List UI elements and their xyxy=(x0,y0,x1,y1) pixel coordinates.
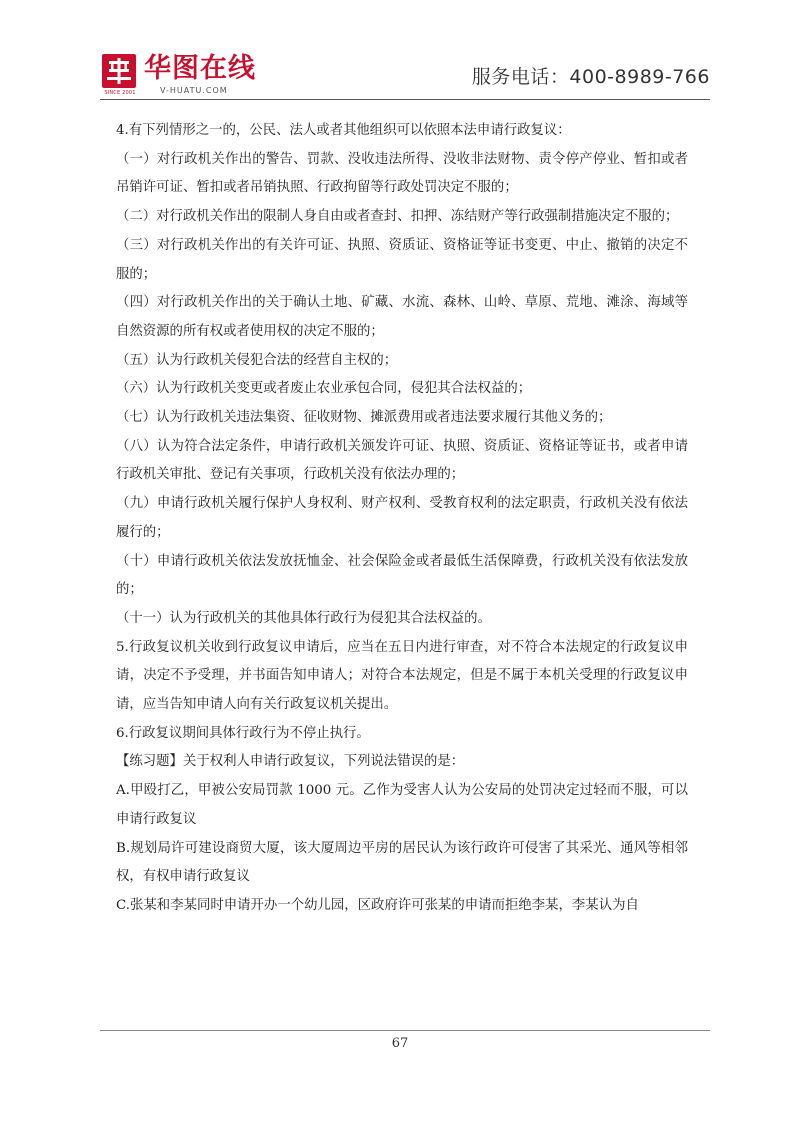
paragraph: （五）认为行政机关侵犯合法的经营自主权的； xyxy=(116,352,398,368)
paragraph: （十）申请行政机关依法发放抚恤金、社会保险金或者最低生活保障费，行政机关没有依法发放的； xyxy=(116,553,688,598)
huatu-logo-icon xyxy=(102,54,136,88)
paragraph: 6.行政复议期间具体行政行为不停止执行。 xyxy=(116,725,370,741)
option-b: B.规划局许可建设商贸大厦，该大厦周边平房的居民认为该行政许可侵害了其采光、通风等相邻权，有权申请行政复议 xyxy=(116,840,688,885)
footer-divider xyxy=(100,1030,710,1031)
document-body xyxy=(116,117,688,921)
paragraph: （六）认为行政机关变更或者废止农业承包合同，侵犯其合法权益的； xyxy=(116,381,532,397)
paragraph: （一）对行政机关作出的警告、罚款、没收违法所得、没收非法财物、责令停产停业、暂扣或者吊销许可证、暂扣或者吊销执照、行政拘留等行政处罚决定不服的； xyxy=(116,151,688,196)
paragraph: （八）认为符合法定条件，申请行政机关颁发许可证、执照、资质证、资格证等证书，或者申请行政机关审批、登记有关事项，行政机关没有依法办理的； xyxy=(116,438,688,483)
paragraph: 4.有下列情形之一的，公民、法人或者其他组织可以依照本法申请行政复议： xyxy=(116,123,571,138)
paragraph: （十一）认为行政机关的其他具体行政行为侵犯其合法权益的。 xyxy=(116,610,491,626)
header-divider xyxy=(100,99,710,100)
paragraph: （三）对行政机关作出的有关许可证、执照、资质证、资格证等证书变更、中止、撤销的决定不服的； xyxy=(116,237,688,282)
page-number: 67 xyxy=(391,1036,409,1051)
page-header xyxy=(100,48,710,98)
brand-name: 华图在线 xyxy=(144,53,256,84)
paragraph: （四）对行政机关作出的关于确认土地、矿藏、水流、森林、山岭、草原、荒地、滩涂、海域等自然资源的所有权或者使用权的决定不服的； xyxy=(116,295,688,339)
brand-since: SINCE 2001 xyxy=(104,90,136,96)
exercise-question: 【练习题】关于权利人申请行政复议，下列说法错误的是： xyxy=(116,754,465,770)
paragraph: （二）对行政机关作出的限制人身自由或者查封、扣押、冻结财产等行政强制措施决定不服的； xyxy=(116,209,679,225)
option-a: A.甲殴打乙，甲被公安局罚款 1000 元。乙作为受害人认为公安局的处罚决定过轻而不服，可以申请行政复议 xyxy=(116,783,688,827)
option-c: C.张某和李某同时申请开办一个幼儿园，区政府许可张某的申请而拒绝李某，李某认为自 xyxy=(116,897,639,913)
paragraph: （七）认为行政机关违法集资、征收财物、摊派费用或者违法要求履行其他义务的； xyxy=(116,410,612,426)
service-hotline: 服务电话：400-8989-766 xyxy=(471,66,710,88)
paragraph: 5.行政复议机关收到行政复议申请后，应当在五日内进行审查，对不符合本法规定的行政复议申请，决定不予受理，并书面告知申请人；对符合本法规定，但是不属于本机关受理的行政复议申请，应当告知申请人向有关行政复议机关提出。 xyxy=(116,639,688,713)
brand-url: V-HUATU.COM xyxy=(160,86,228,95)
paragraph: （九）申请行政机关履行保护人身权利、财产权利、受教育权利的法定职责，行政机关没有依法履行的； xyxy=(116,496,688,540)
